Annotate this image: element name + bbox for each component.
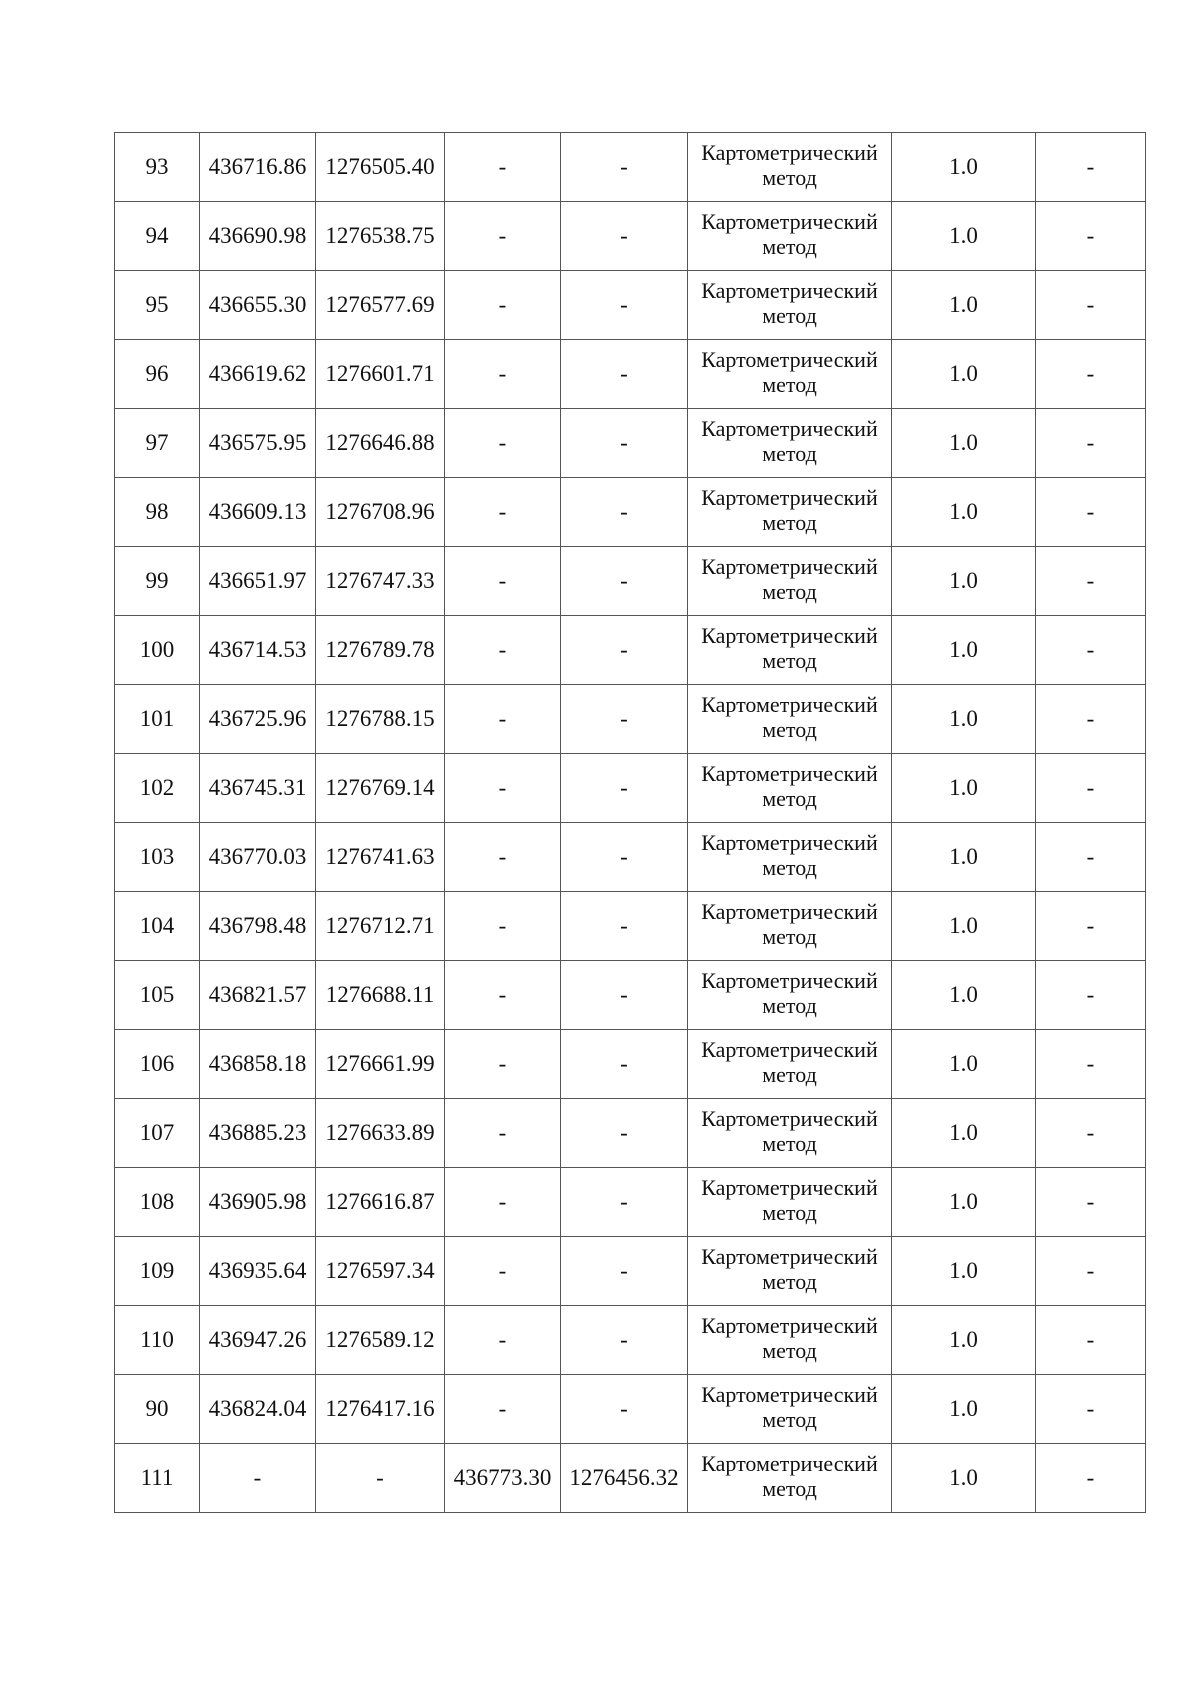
new-y-cell: - — [561, 685, 688, 754]
method-line-2: метод — [762, 1338, 817, 1363]
accuracy-cell: 1.0 — [892, 133, 1036, 202]
existing-x-cell: 436770.03 — [200, 823, 316, 892]
note-cell: - — [1036, 478, 1146, 547]
new-x-cell: - — [445, 340, 561, 409]
existing-y-cell: 1276708.96 — [316, 478, 445, 547]
table-row — [115, 133, 1146, 202]
new-x-cell: - — [445, 961, 561, 1030]
method-cell — [688, 823, 892, 892]
existing-y-cell: 1276646.88 — [316, 409, 445, 478]
existing-y-cell: 1276661.99 — [316, 1030, 445, 1099]
new-x-cell: - — [445, 271, 561, 340]
existing-y-cell: 1276577.69 — [316, 271, 445, 340]
new-x-cell: - — [445, 685, 561, 754]
existing-y-cell: 1276597.34 — [316, 1237, 445, 1306]
method-line-1: Картометрический — [701, 761, 878, 786]
new-y-cell: - — [561, 1237, 688, 1306]
method-line-2: метод — [762, 510, 817, 535]
table-row — [115, 1099, 1146, 1168]
existing-x-cell: 436575.95 — [200, 409, 316, 478]
new-x-cell: - — [445, 1030, 561, 1099]
note-cell: - — [1036, 1168, 1146, 1237]
method-cell — [688, 1030, 892, 1099]
method-cell — [688, 1237, 892, 1306]
point-number-cell: 108 — [115, 1168, 200, 1237]
new-x-cell: - — [445, 892, 561, 961]
method-cell — [688, 478, 892, 547]
method-line-2: метод — [762, 924, 817, 949]
new-y-cell: - — [561, 616, 688, 685]
existing-x-cell: 436821.57 — [200, 961, 316, 1030]
note-cell: - — [1036, 1099, 1146, 1168]
point-number-cell: 104 — [115, 892, 200, 961]
method-cell — [688, 616, 892, 685]
method-line-1: Картометрический — [701, 623, 878, 648]
method-line-2: метод — [762, 1200, 817, 1225]
new-y-cell: - — [561, 340, 688, 409]
note-cell: - — [1036, 133, 1146, 202]
existing-y-cell: 1276747.33 — [316, 547, 445, 616]
existing-y-cell: - — [316, 1444, 445, 1513]
method-line-1: Картометрический — [701, 899, 878, 924]
method-line-2: метод — [762, 1476, 817, 1501]
existing-x-cell: 436655.30 — [200, 271, 316, 340]
method-cell — [688, 409, 892, 478]
existing-x-cell: 436725.96 — [200, 685, 316, 754]
note-cell: - — [1036, 892, 1146, 961]
existing-y-cell: 1276417.16 — [316, 1375, 445, 1444]
method-line-1: Картометрический — [701, 830, 878, 855]
new-y-cell: - — [561, 823, 688, 892]
method-cell — [688, 202, 892, 271]
new-x-cell: - — [445, 754, 561, 823]
point-number-cell: 93 — [115, 133, 200, 202]
method-line-1: Картометрический — [701, 1037, 878, 1062]
accuracy-cell: 1.0 — [892, 1375, 1036, 1444]
note-cell: - — [1036, 202, 1146, 271]
point-number-cell: 101 — [115, 685, 200, 754]
method-line-2: метод — [762, 303, 817, 328]
new-x-cell: - — [445, 478, 561, 547]
existing-x-cell: 436619.62 — [200, 340, 316, 409]
existing-x-cell: 436798.48 — [200, 892, 316, 961]
table-row — [115, 616, 1146, 685]
new-x-cell: - — [445, 616, 561, 685]
method-cell — [688, 892, 892, 961]
method-line-1: Картометрический — [701, 209, 878, 234]
new-y-cell: - — [561, 133, 688, 202]
new-y-cell: - — [561, 202, 688, 271]
method-line-1: Картометрический — [701, 1382, 878, 1407]
existing-x-cell: 436690.98 — [200, 202, 316, 271]
existing-x-cell: 436609.13 — [200, 478, 316, 547]
accuracy-cell: 1.0 — [892, 1030, 1036, 1099]
new-x-cell: - — [445, 1375, 561, 1444]
accuracy-cell: 1.0 — [892, 478, 1036, 547]
method-line-2: метод — [762, 1269, 817, 1294]
accuracy-cell: 1.0 — [892, 616, 1036, 685]
method-line-1: Картометрический — [701, 968, 878, 993]
new-y-cell: - — [561, 754, 688, 823]
existing-y-cell: 1276589.12 — [316, 1306, 445, 1375]
method-line-1: Картометрический — [701, 485, 878, 510]
table-row — [115, 1375, 1146, 1444]
method-cell — [688, 133, 892, 202]
new-x-cell: - — [445, 1237, 561, 1306]
existing-y-cell: 1276712.71 — [316, 892, 445, 961]
accuracy-cell: 1.0 — [892, 823, 1036, 892]
table-row — [115, 892, 1146, 961]
accuracy-cell: 1.0 — [892, 754, 1036, 823]
new-y-cell: - — [561, 1375, 688, 1444]
point-number-cell: 110 — [115, 1306, 200, 1375]
method-cell — [688, 1375, 892, 1444]
new-x-cell: - — [445, 409, 561, 478]
table-row — [115, 823, 1146, 892]
new-y-cell: - — [561, 409, 688, 478]
existing-x-cell: - — [200, 1444, 316, 1513]
point-number-cell: 90 — [115, 1375, 200, 1444]
method-line-2: метод — [762, 1407, 817, 1432]
method-cell — [688, 961, 892, 1030]
note-cell: - — [1036, 1444, 1146, 1513]
existing-y-cell: 1276789.78 — [316, 616, 445, 685]
note-cell: - — [1036, 754, 1146, 823]
table-row — [115, 1444, 1146, 1513]
note-cell: - — [1036, 409, 1146, 478]
note-cell: - — [1036, 271, 1146, 340]
note-cell: - — [1036, 616, 1146, 685]
new-x-cell: - — [445, 133, 561, 202]
new-x-cell: - — [445, 1306, 561, 1375]
note-cell: - — [1036, 1237, 1146, 1306]
table-row — [115, 271, 1146, 340]
method-line-1: Картометрический — [701, 1244, 878, 1269]
method-cell — [688, 547, 892, 616]
existing-x-cell: 436716.86 — [200, 133, 316, 202]
accuracy-cell: 1.0 — [892, 892, 1036, 961]
accuracy-cell: 1.0 — [892, 685, 1036, 754]
new-y-cell: - — [561, 1030, 688, 1099]
existing-y-cell: 1276633.89 — [316, 1099, 445, 1168]
new-y-cell: - — [561, 1168, 688, 1237]
table-row — [115, 547, 1146, 616]
accuracy-cell: 1.0 — [892, 340, 1036, 409]
table-row — [115, 961, 1146, 1030]
note-cell: - — [1036, 1306, 1146, 1375]
method-cell — [688, 1306, 892, 1375]
new-x-cell: - — [445, 547, 561, 616]
new-y-cell: - — [561, 547, 688, 616]
existing-x-cell: 436905.98 — [200, 1168, 316, 1237]
new-y-cell: - — [561, 892, 688, 961]
new-x-cell: 436773.30 — [445, 1444, 561, 1513]
table-row — [115, 1030, 1146, 1099]
point-number-cell: 102 — [115, 754, 200, 823]
method-line-1: Картометрический — [701, 416, 878, 441]
table-row — [115, 478, 1146, 547]
method-line-1: Картометрический — [701, 278, 878, 303]
accuracy-cell: 1.0 — [892, 202, 1036, 271]
point-number-cell: 98 — [115, 478, 200, 547]
method-cell — [688, 271, 892, 340]
table-row — [115, 340, 1146, 409]
existing-y-cell: 1276688.11 — [316, 961, 445, 1030]
note-cell: - — [1036, 685, 1146, 754]
existing-y-cell: 1276769.14 — [316, 754, 445, 823]
existing-y-cell: 1276616.87 — [316, 1168, 445, 1237]
new-y-cell: 1276456.32 — [561, 1444, 688, 1513]
point-number-cell: 111 — [115, 1444, 200, 1513]
note-cell: - — [1036, 823, 1146, 892]
accuracy-cell: 1.0 — [892, 1444, 1036, 1513]
point-number-cell: 94 — [115, 202, 200, 271]
note-cell: - — [1036, 547, 1146, 616]
method-line-1: Картометрический — [701, 1175, 878, 1200]
point-number-cell: 95 — [115, 271, 200, 340]
method-line-2: метод — [762, 1131, 817, 1156]
table-row — [115, 1306, 1146, 1375]
method-line-1: Картометрический — [701, 692, 878, 717]
point-number-cell: 106 — [115, 1030, 200, 1099]
new-x-cell: - — [445, 202, 561, 271]
method-line-2: метод — [762, 786, 817, 811]
accuracy-cell: 1.0 — [892, 1306, 1036, 1375]
method-cell — [688, 1099, 892, 1168]
note-cell: - — [1036, 961, 1146, 1030]
existing-y-cell: 1276788.15 — [316, 685, 445, 754]
existing-x-cell: 436935.64 — [200, 1237, 316, 1306]
method-cell — [688, 685, 892, 754]
point-number-cell: 103 — [115, 823, 200, 892]
accuracy-cell: 1.0 — [892, 1237, 1036, 1306]
table-row — [115, 754, 1146, 823]
method-line-2: метод — [762, 441, 817, 466]
new-x-cell: - — [445, 1168, 561, 1237]
accuracy-cell: 1.0 — [892, 271, 1036, 340]
existing-x-cell: 436745.31 — [200, 754, 316, 823]
existing-x-cell: 436858.18 — [200, 1030, 316, 1099]
existing-x-cell: 436947.26 — [200, 1306, 316, 1375]
new-y-cell: - — [561, 478, 688, 547]
new-x-cell: - — [445, 1099, 561, 1168]
method-cell — [688, 754, 892, 823]
existing-x-cell: 436885.23 — [200, 1099, 316, 1168]
method-cell — [688, 1168, 892, 1237]
accuracy-cell: 1.0 — [892, 1168, 1036, 1237]
method-line-1: Картометрический — [701, 347, 878, 372]
method-cell — [688, 340, 892, 409]
method-line-1: Картометрический — [701, 1451, 878, 1476]
accuracy-cell: 1.0 — [892, 409, 1036, 478]
method-cell — [688, 1444, 892, 1513]
point-number-cell: 107 — [115, 1099, 200, 1168]
point-number-cell: 105 — [115, 961, 200, 1030]
accuracy-cell: 1.0 — [892, 547, 1036, 616]
method-line-2: метод — [762, 1062, 817, 1087]
note-cell: - — [1036, 1375, 1146, 1444]
table-row — [115, 202, 1146, 271]
note-cell: - — [1036, 340, 1146, 409]
method-line-2: метод — [762, 165, 817, 190]
method-line-1: Картометрический — [701, 554, 878, 579]
existing-x-cell: 436714.53 — [200, 616, 316, 685]
table-row — [115, 1237, 1146, 1306]
point-number-cell: 99 — [115, 547, 200, 616]
existing-y-cell: 1276505.40 — [316, 133, 445, 202]
method-line-2: метод — [762, 579, 817, 604]
method-line-2: метод — [762, 372, 817, 397]
method-line-2: метод — [762, 717, 817, 742]
table-row — [115, 409, 1146, 478]
method-line-1: Картометрический — [701, 1106, 878, 1131]
existing-x-cell: 436651.97 — [200, 547, 316, 616]
new-y-cell: - — [561, 1099, 688, 1168]
method-line-2: метод — [762, 993, 817, 1018]
method-line-2: метод — [762, 855, 817, 880]
accuracy-cell: 1.0 — [892, 961, 1036, 1030]
existing-y-cell: 1276601.71 — [316, 340, 445, 409]
point-number-cell: 96 — [115, 340, 200, 409]
existing-x-cell: 436824.04 — [200, 1375, 316, 1444]
point-number-cell: 97 — [115, 409, 200, 478]
new-y-cell: - — [561, 961, 688, 1030]
note-cell: - — [1036, 1030, 1146, 1099]
coordinates-table-body — [115, 133, 1146, 1513]
method-line-1: Картометрический — [701, 1313, 878, 1338]
table-row — [115, 685, 1146, 754]
table-row — [115, 1168, 1146, 1237]
coordinates-table — [114, 132, 1146, 1513]
new-y-cell: - — [561, 1306, 688, 1375]
new-y-cell: - — [561, 271, 688, 340]
existing-y-cell: 1276741.63 — [316, 823, 445, 892]
method-line-1: Картометрический — [701, 140, 878, 165]
existing-y-cell: 1276538.75 — [316, 202, 445, 271]
new-x-cell: - — [445, 823, 561, 892]
method-line-2: метод — [762, 648, 817, 673]
method-line-2: метод — [762, 234, 817, 259]
point-number-cell: 109 — [115, 1237, 200, 1306]
accuracy-cell: 1.0 — [892, 1099, 1036, 1168]
point-number-cell: 100 — [115, 616, 200, 685]
